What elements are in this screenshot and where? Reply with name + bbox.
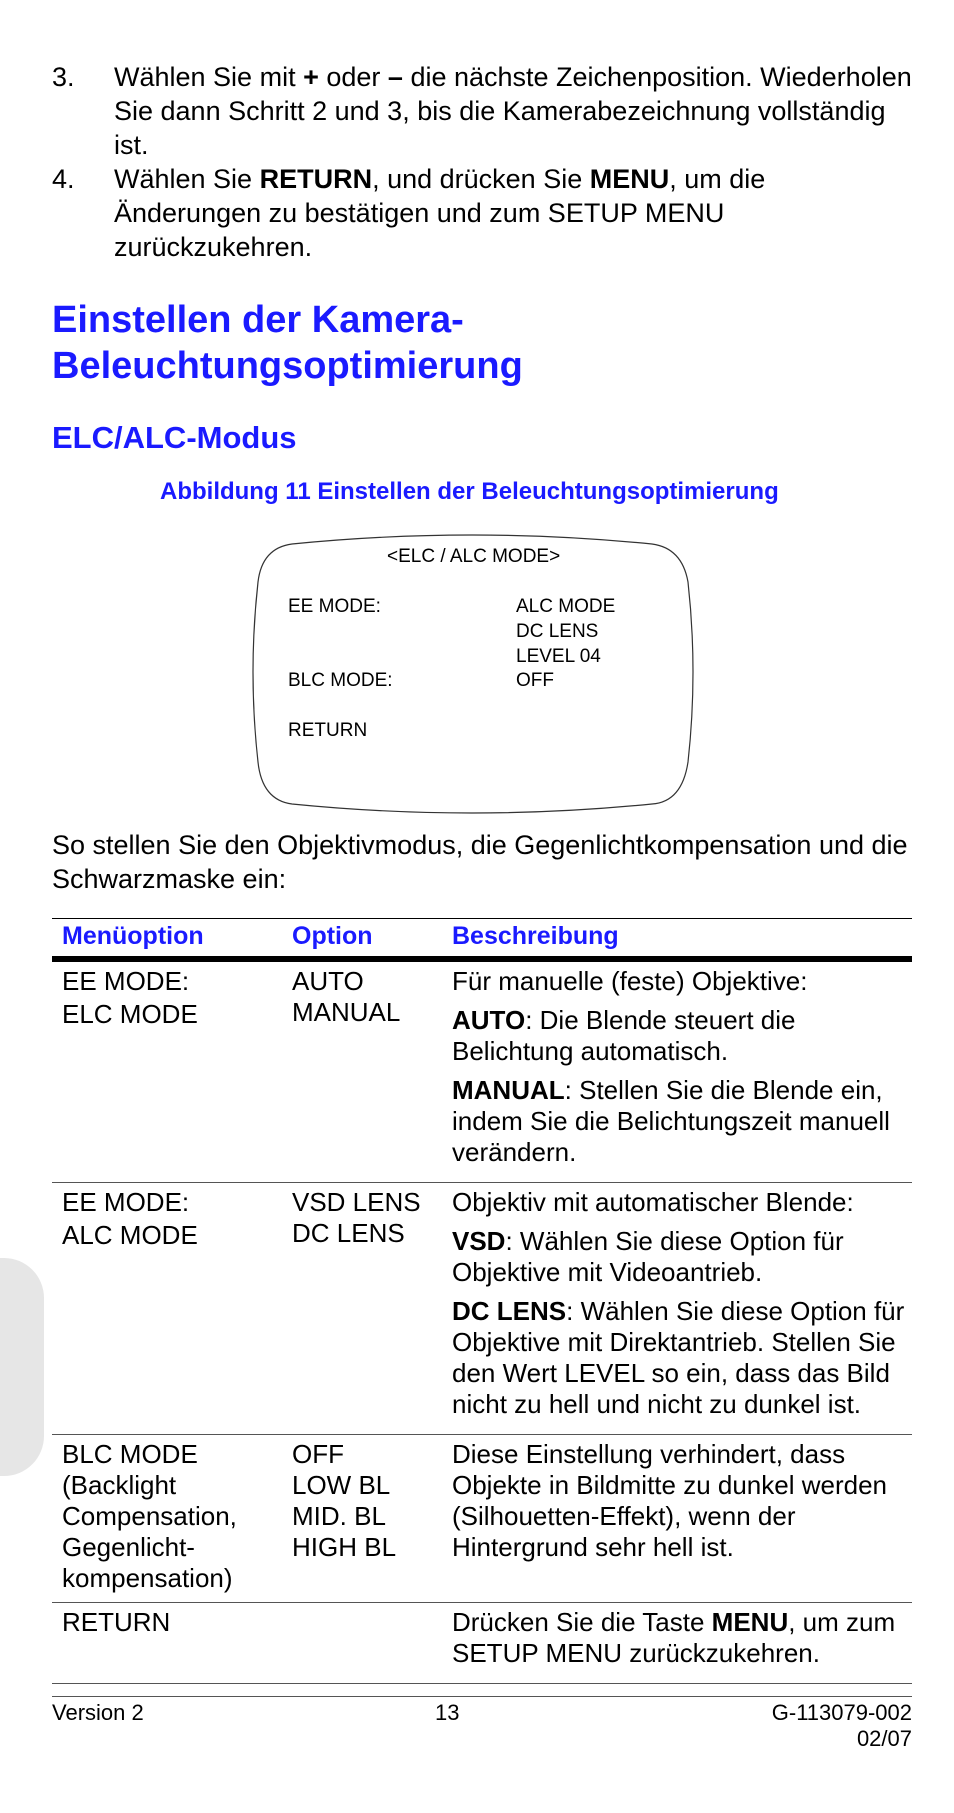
section-heading <box>52 297 523 389</box>
step-item <box>52 60 912 162</box>
description-bold: DC LENS <box>452 1296 567 1326</box>
option-text: OFF <box>292 1439 344 1469</box>
menu-option-text: BLC MODE (Backlight Compensation, Gegenlicht-kompensation) <box>62 1439 237 1593</box>
subsection-heading: ELC/ALC-Modus <box>52 420 297 455</box>
option-text: HIGH BL <box>292 1532 397 1562</box>
option-text: LOW BL <box>292 1470 391 1500</box>
description-paragraph <box>452 966 912 997</box>
step-text: , um die Änderungen zu bestätigen und zum SETUP MENU zurückzukehren. <box>114 164 766 262</box>
description-text: : Stellen Sie die Blende ein, indem Sie die Belichtungszeit manuell verändern. <box>452 1075 890 1167</box>
option-text: MID. BL <box>292 1501 386 1531</box>
footer-doc-id <box>772 1700 912 1752</box>
figure-caption: Abbildung 11 Einstellen der Beleuchtungsoptimierung <box>160 478 779 505</box>
step-number: 4. <box>52 164 75 194</box>
step-number: 3. <box>52 62 75 92</box>
section-heading-line1: Einstellen der Kamera- <box>52 299 464 341</box>
header-description: Beschreibung <box>442 919 912 960</box>
step-bold: – <box>387 62 403 92</box>
option-text: VSD LENS <box>292 1187 421 1217</box>
menu-option-text: EE MODE: <box>62 966 190 996</box>
osd-ee-mode-label: EE MODE: <box>288 596 381 617</box>
description-bold: AUTO <box>452 1005 526 1035</box>
chapter-tab-marker <box>0 1258 44 1476</box>
option-cell <box>282 1183 442 1435</box>
description-text: Diese Einstellung verhindert, dass Objekte in Bildmitte zu dunkel werden (Silhouetten-Effekt), wenn der Hintergrund sehr hell ist. <box>452 1439 888 1562</box>
osd-return: RETURN <box>288 720 368 741</box>
step-text: oder <box>318 62 388 92</box>
description-paragraph <box>452 1439 912 1563</box>
instruction-steps <box>52 60 912 264</box>
menu-option-cell <box>52 959 282 1183</box>
step-text: , und drücken Sie <box>372 164 590 194</box>
footer-page-number: 13 <box>435 1700 460 1725</box>
menu-option-cell <box>52 1183 282 1435</box>
option-text: MANUAL <box>292 997 401 1027</box>
description-paragraph <box>452 1075 912 1168</box>
osd-blc-mode-label: BLC MODE: <box>288 670 393 691</box>
description-bold: MANUAL <box>452 1075 565 1105</box>
step-text: die nächste Zeichenposition. Wiederholen Sie dann Schritt 2 und 3, bis die Kamerabezeichnung vollständig ist. <box>114 62 912 160</box>
option-cell <box>282 959 442 1183</box>
osd-ee-value-2: DC LENS <box>516 621 599 642</box>
table-row <box>52 959 912 1183</box>
osd-screen-figure <box>252 532 696 817</box>
option-cell <box>282 1435 442 1603</box>
description-text: Für manuelle (feste) Objektive: <box>452 966 808 996</box>
description-text: Drücken Sie die Taste <box>452 1607 712 1637</box>
description-paragraph <box>452 1005 912 1067</box>
step-item <box>52 162 912 264</box>
header-menu-option: Menüoption <box>52 919 282 960</box>
step-text: Wählen Sie <box>114 164 260 194</box>
description-text: : Wählen Sie diese Option für Objektive mit Direktantrieb. Stellen Sie den Wert LEVEL so ein, dass das Bild nicht zu hell und nicht zu dunkel ist. <box>452 1296 905 1419</box>
description-paragraph <box>452 1607 912 1669</box>
description-text: Objektiv mit automatischer Blende: <box>452 1187 854 1217</box>
step-bold: MENU <box>589 164 670 194</box>
menu-option-cell <box>52 1435 282 1603</box>
header-option: Option <box>282 919 442 960</box>
table-row <box>52 1435 912 1603</box>
intro-paragraph: So stellen Sie den Objektivmodus, die Gegenlichtkompensation und die Schwarzmaske ein: <box>52 830 908 894</box>
description-paragraph <box>452 1187 912 1218</box>
menu-option-text: ELC MODE <box>62 999 198 1029</box>
section-heading-line2: Beleuchtungsoptimierung <box>52 345 523 387</box>
footer-rule <box>52 1696 912 1697</box>
footer-version: Version 2 <box>52 1700 144 1725</box>
footer-doc-date: 02/07 <box>856 1726 912 1751</box>
description-bold: MENU <box>711 1607 789 1637</box>
menu-option-text: ALC MODE <box>62 1220 198 1250</box>
osd-title: <ELC / ALC MODE> <box>387 546 561 567</box>
description-cell <box>442 1435 912 1603</box>
menu-option-text: RETURN <box>62 1607 171 1637</box>
option-text: AUTO <box>292 966 364 996</box>
table-header-row <box>52 919 912 960</box>
description-cell <box>442 1603 912 1684</box>
options-table <box>52 918 912 1684</box>
description-paragraph <box>452 1296 912 1420</box>
description-cell <box>442 1183 912 1435</box>
option-text: DC LENS <box>292 1218 405 1248</box>
description-paragraph <box>452 1226 912 1288</box>
osd-ee-value-1: ALC MODE <box>516 596 616 617</box>
footer-doc-number: G-113079-002 <box>771 1700 912 1725</box>
osd-ee-value-3: LEVEL 04 <box>516 646 601 667</box>
description-text: : Die Blende steuert die Belichtung automatisch. <box>452 1005 796 1066</box>
description-cell <box>442 959 912 1183</box>
step-bold: RETURN <box>259 164 373 194</box>
osd-blc-value: OFF <box>516 670 554 691</box>
menu-option-text: EE MODE: <box>62 1187 190 1217</box>
option-cell <box>282 1603 442 1684</box>
table-row <box>52 1183 912 1435</box>
step-bold: + <box>303 62 319 92</box>
description-text: : Wählen Sie diese Option für Objektive mit Videoantrieb. <box>452 1226 844 1287</box>
step-text: Wählen Sie mit <box>114 62 304 92</box>
menu-option-cell <box>52 1603 282 1684</box>
description-text: , um zum SETUP MENU zurückzukehren. <box>452 1607 896 1668</box>
description-bold: VSD <box>452 1226 506 1256</box>
table-row <box>52 1603 912 1684</box>
